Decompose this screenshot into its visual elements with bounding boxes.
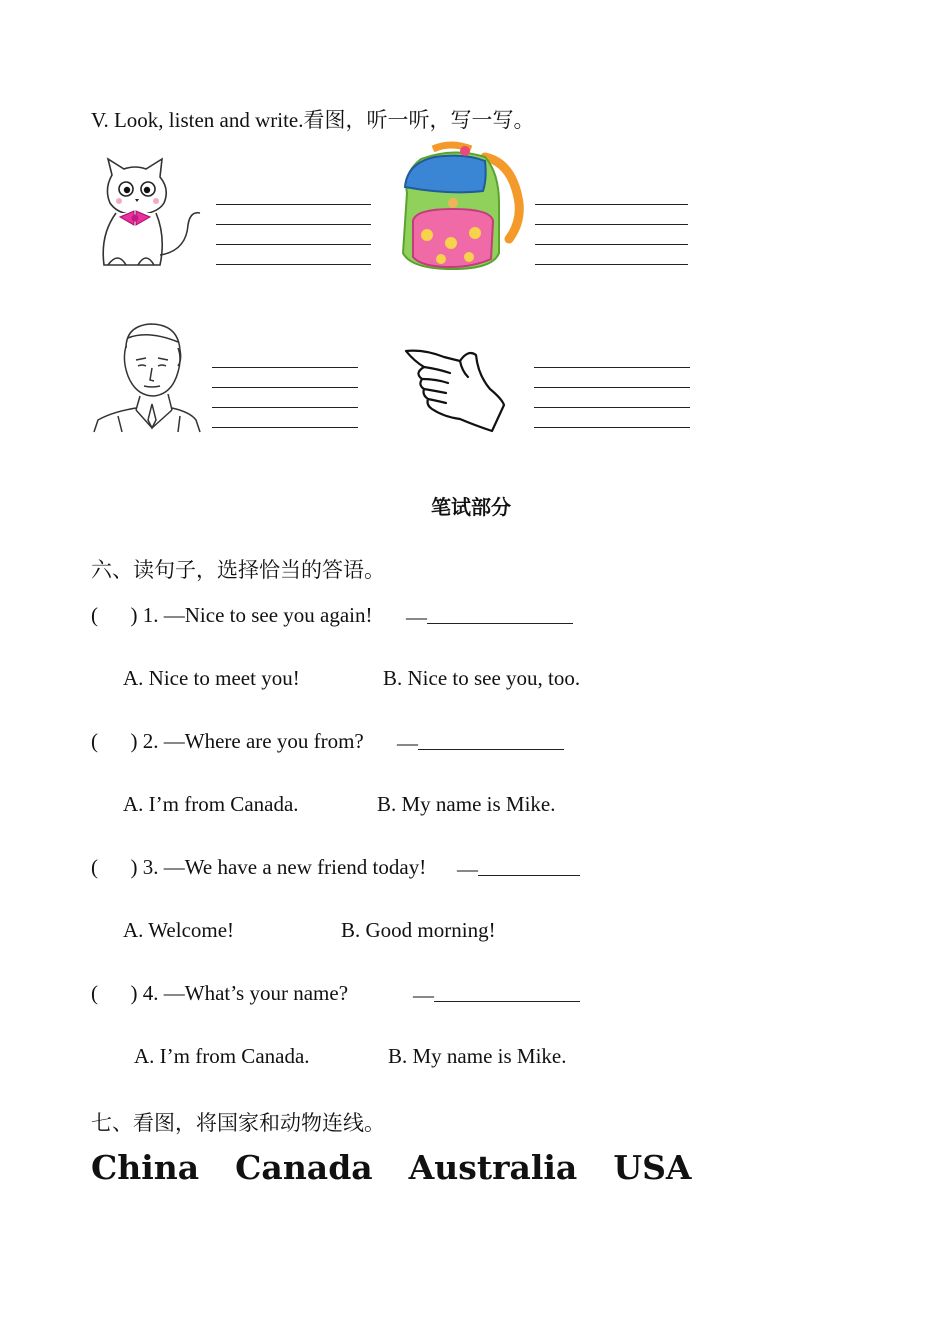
country-australia[interactable]: Australia [408,1148,578,1187]
writing-lines-bag[interactable] [535,204,688,284]
country-china[interactable]: China [91,1148,200,1187]
response-4[interactable] [413,981,580,1008]
writing-lines-cat[interactable] [216,204,371,284]
response-line[interactable] [418,729,564,750]
question-1 [91,603,373,628]
response-2[interactable] [397,729,564,756]
answer-paren-open: ( [91,729,98,753]
writing-lines-man[interactable] [212,367,358,447]
question-number: 2. [142,729,159,753]
answer-paren-close: ) [130,981,138,1005]
answer-paren-open: ( [91,603,98,627]
response-line[interactable] [427,603,573,624]
written-section-title: 笔试部分 [431,495,511,519]
answer-paren-close: ) [130,855,138,879]
question-prompt: —Where are you from? [163,729,364,753]
option-4b: B. My name is Mike. [388,1044,567,1068]
question-2 [91,729,364,754]
country-canada[interactable]: Canada [235,1148,373,1187]
option-1b: B. Nice to see you, too. [383,666,581,690]
answer-paren-open: ( [91,981,98,1005]
option-1a: A. Nice to meet you! [123,666,300,690]
response-line[interactable] [478,855,580,876]
question-4 [91,981,348,1006]
option-3b: B. Good morning! [341,918,496,942]
question-3 [91,855,426,880]
question-number: 4. [142,981,159,1005]
answer-paren-close: ) [130,603,138,627]
option-2b: B. My name is Mike. [377,792,556,816]
country-usa[interactable]: USA [613,1148,692,1187]
country-list [91,1148,692,1187]
response-1[interactable] [406,603,573,630]
response-dash: — [413,983,434,1007]
option-4a: A. I’m from Canada. [134,1044,310,1068]
answer-paren-close: ) [130,729,138,753]
response-line[interactable] [434,981,580,1002]
option-3a: A. Welcome! [123,918,235,942]
section-5-title: V. Look, listen and write.看图，听一听，写一写。 [91,108,535,132]
man-image [92,320,202,432]
question-number: 3. [142,855,159,879]
hand-image [404,345,509,433]
question-prompt: —Nice to see you again! [163,603,373,627]
writing-lines-hand[interactable] [534,367,690,447]
response-dash: — [397,731,418,755]
question-number: 1. [142,603,159,627]
answer-paren-open: ( [91,855,98,879]
response-3[interactable] [457,855,580,882]
response-dash: — [406,605,427,629]
section-6-title: 六、读句子，选择恰当的答语。 [91,558,385,582]
question-prompt: —What’s your name? [163,981,349,1005]
option-2a: A. I’m from Canada. [123,792,299,816]
cat-image [90,155,205,270]
question-prompt: —We have a new friend today! [163,855,427,879]
backpack-image [393,143,523,271]
section-7-title: 七、看图，将国家和动物连线。 [91,1111,385,1135]
response-dash: — [457,857,478,881]
